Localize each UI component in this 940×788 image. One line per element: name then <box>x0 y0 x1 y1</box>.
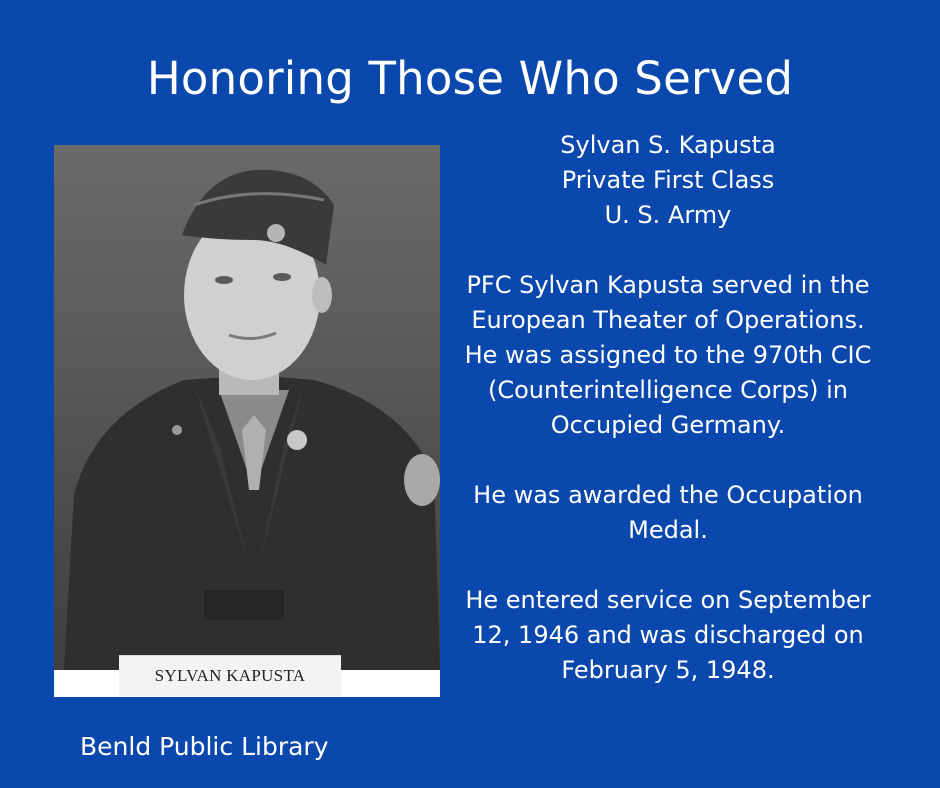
portrait-image <box>54 145 440 670</box>
service-paragraph: PFC Sylvan Kapusta served in the European Theater of Operations. He was assigned to the 970th CIC (Counterintelligence Corps) in Occupied Germany. <box>464 271 872 439</box>
award-paragraph: He was awarded the Occupation Medal. <box>473 481 863 544</box>
dates-paragraph: He entered service on September 12, 1946 and was discharged on February 5, 1948. <box>465 586 871 684</box>
photo-caption: SYLVAN KAPUSTA <box>154 666 306 685</box>
photo-caption-label <box>119 655 341 696</box>
soldier-rank: Private First Class <box>561 166 775 194</box>
soldier-portrait-illustration <box>54 145 440 670</box>
library-name: Benld Public Library <box>80 732 329 761</box>
portrait-photo <box>54 145 440 697</box>
service-info <box>452 128 884 688</box>
page-title: Honoring Those Who Served <box>146 52 794 105</box>
soldier-branch: U. S. Army <box>604 201 732 229</box>
soldier-name: Sylvan S. Kapusta <box>560 131 776 159</box>
